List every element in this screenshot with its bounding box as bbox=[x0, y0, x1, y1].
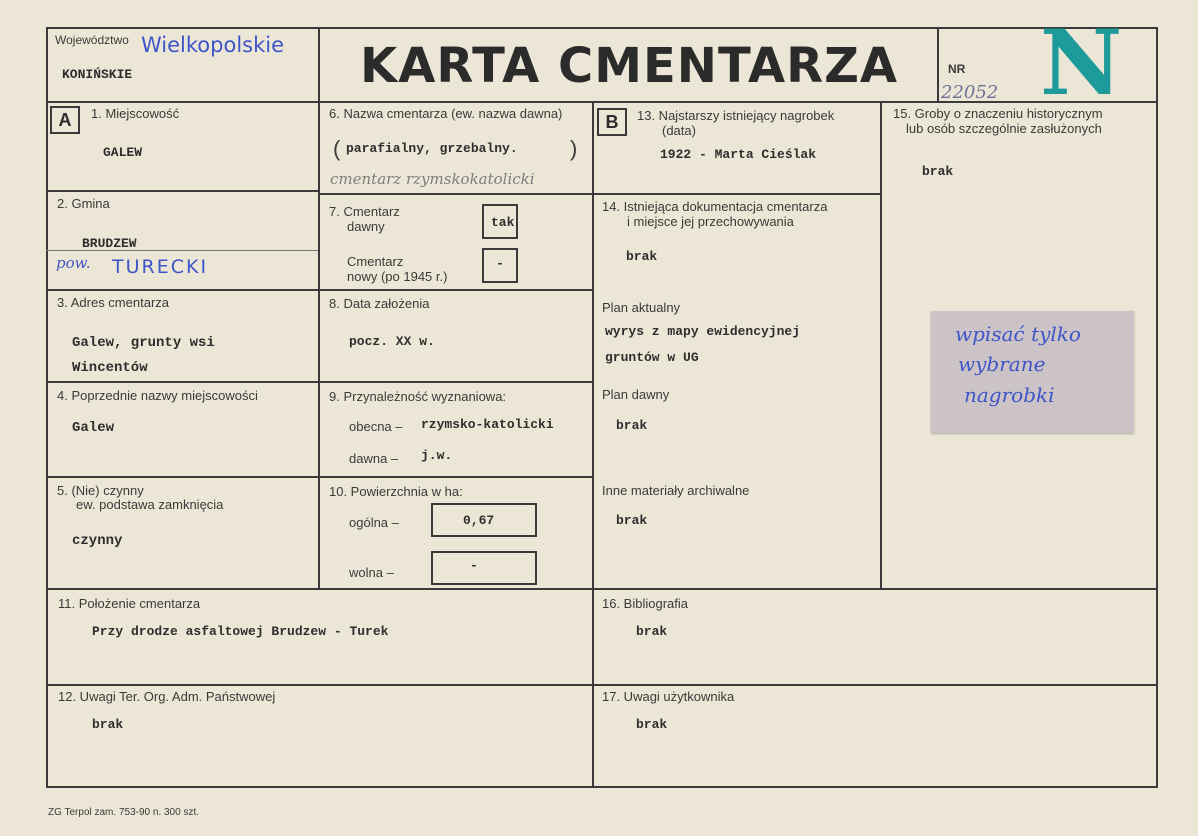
card-title: KARTA CMENTARZA bbox=[360, 38, 899, 94]
sticky-note-line2: wybrane bbox=[958, 352, 1046, 376]
wojewodztwo-typed: KONIŃSKIE bbox=[62, 67, 133, 82]
field-12-label: 12. Uwagi Ter. Org. Adm. Państwowej bbox=[58, 689, 276, 704]
plan-dawny-value: brak bbox=[616, 418, 648, 433]
nr-handwritten: 22052 bbox=[941, 82, 999, 103]
field-6-label: 6. Nazwa cmentarza (ew. nazwa dawna) bbox=[329, 106, 563, 121]
field-7-label-line2: dawny bbox=[347, 219, 385, 234]
field-15-label-line1: 15. Groby o znaczeniu historycznym bbox=[893, 106, 1103, 121]
field-5-label-line1: 5. (Nie) czynny bbox=[57, 483, 144, 498]
frame-left bbox=[46, 27, 48, 788]
field-15-label-line2: lub osób szczególnie zasłużonych bbox=[906, 121, 1102, 136]
field-14-label-line1: 14. Istniejąca dokumentacja cmentarza bbox=[602, 199, 828, 214]
field-15-value: brak bbox=[922, 164, 954, 179]
field-1-value: GALEW bbox=[103, 145, 143, 160]
plan-aktualny-label: Plan aktualny bbox=[602, 300, 681, 315]
col-divider-c bbox=[880, 101, 882, 589]
field-10-label: 10. Powierzchnia w ha: bbox=[329, 484, 463, 499]
field-7-nowy-value: - bbox=[496, 256, 504, 271]
plan-dawny-label: Plan dawny bbox=[602, 387, 670, 402]
field-3-value-line2: Wincentów bbox=[72, 360, 148, 376]
field-2-label: 2. Gmina bbox=[57, 196, 110, 211]
wojewodztwo-stamp: Wielkopolskie bbox=[141, 33, 285, 57]
field-3-value-line1: Galew, grunty wsi bbox=[72, 335, 215, 351]
field-1-label: 1. Miejscowość bbox=[91, 106, 180, 121]
sticky-note-line3: nagrobki bbox=[964, 383, 1055, 407]
wojewodztwo-label: Województwo bbox=[55, 33, 129, 47]
field-8-value: pocz. XX w. bbox=[349, 334, 435, 349]
field-14-label-line2: i miejsce jej przechowywania bbox=[627, 214, 794, 229]
plan-aktualny-line1: wyrys z mapy ewidencyjnej bbox=[605, 324, 801, 339]
frame-bottom bbox=[46, 786, 1158, 788]
row-line bbox=[318, 193, 594, 195]
row-line bbox=[46, 476, 320, 478]
field-5-value: czynny bbox=[72, 533, 123, 549]
row-line bbox=[46, 190, 320, 192]
field-7-label2-line1: Cmentarz bbox=[347, 254, 404, 269]
section-b-box: B bbox=[597, 108, 627, 136]
plan-aktualny-line2: gruntów w UG bbox=[605, 350, 699, 365]
letter-stamp-n: N bbox=[1040, 10, 1123, 116]
field-9-obecna-label: obecna – bbox=[349, 419, 403, 434]
field-17-value: brak bbox=[636, 717, 668, 732]
nr-label: NR bbox=[948, 62, 966, 76]
field-2-pow-hand: pow. bbox=[56, 254, 91, 272]
field-14-value: brak bbox=[626, 249, 658, 264]
field-13-label-line1: 13. Najstarszy istniejący nagrobek bbox=[637, 108, 835, 123]
printer-note: ZG Terpol zam. 753-90 n. 300 szt. bbox=[48, 807, 200, 818]
field-13-value: 1922 - Marta Cieślak bbox=[660, 147, 817, 162]
field-6-paren-open: ( bbox=[333, 136, 341, 161]
header-divider-2 bbox=[937, 27, 939, 102]
field-10-ogolna-value: 0,67 bbox=[463, 513, 495, 528]
field-16-label: 16. Bibliografia bbox=[602, 596, 688, 611]
field-9-label: 9. Przynależność wyznaniowa: bbox=[329, 389, 507, 404]
field-3-label: 3. Adres cmentarza bbox=[57, 295, 169, 310]
field-17-label: 17. Uwagi użytkownika bbox=[602, 689, 735, 704]
field-7-dawny-value: tak bbox=[491, 215, 515, 230]
row-line bbox=[46, 381, 320, 383]
field-6-paren-close: ) bbox=[570, 136, 578, 161]
field-2-value: BRUDZEW bbox=[82, 236, 137, 251]
field-11-label: 11. Położenie cmentarza bbox=[58, 596, 201, 611]
field-9-dawna-value: j.w. bbox=[421, 448, 453, 463]
field-9-dawna-label: dawna – bbox=[349, 451, 399, 466]
header-divider-1 bbox=[318, 27, 320, 102]
field-10-wolna-box bbox=[431, 551, 537, 585]
field-2-pow-value: TURECKI bbox=[112, 256, 209, 278]
field-10-wolna-value: - bbox=[470, 558, 478, 573]
field-4-label: 4. Poprzednie nazwy miejscowości bbox=[57, 388, 258, 403]
frame-right bbox=[1156, 27, 1158, 788]
field-7-label-line1: 7. Cmentarz bbox=[329, 204, 400, 219]
inne-materialy-label: Inne materiały archiwalne bbox=[602, 483, 750, 498]
field-5-label-line2: ew. podstawa zamknięcia bbox=[76, 497, 224, 512]
field-7-label2-line2: nowy (po 1945 r.) bbox=[347, 269, 448, 284]
field-16-value: brak bbox=[636, 624, 668, 639]
col-divider-a bbox=[318, 101, 320, 589]
row-line bbox=[46, 588, 1158, 590]
inne-materialy-value: brak bbox=[616, 513, 648, 528]
field-10-wolna-label: wolna – bbox=[349, 565, 394, 580]
row-line bbox=[46, 684, 1158, 686]
row-line bbox=[318, 381, 594, 383]
field-6-value: parafialny, grzebalny. bbox=[346, 141, 518, 156]
field-11-value: Przy drodze asfaltowej Brudzew - Turek bbox=[92, 624, 389, 639]
row-line bbox=[592, 193, 882, 195]
field-4-value: Galew bbox=[72, 420, 115, 436]
field-8-label: 8. Data założenia bbox=[329, 296, 430, 311]
field-12-value: brak bbox=[92, 717, 124, 732]
row-line bbox=[46, 289, 320, 291]
frame-top bbox=[46, 27, 1158, 29]
field-13-label-line2: (data) bbox=[662, 123, 696, 138]
field-9-obecna-value: rzymsko-katolicki bbox=[421, 417, 554, 432]
row-line bbox=[318, 289, 594, 291]
section-a-box: A bbox=[50, 106, 80, 134]
row-line bbox=[318, 476, 594, 478]
field-6-pencil-note: cmentarz rzymskokatolicki bbox=[330, 170, 535, 188]
sticky-note-line1: wpisać tylko bbox=[955, 322, 1081, 346]
field-10-ogolna-label: ogólna – bbox=[349, 515, 399, 530]
